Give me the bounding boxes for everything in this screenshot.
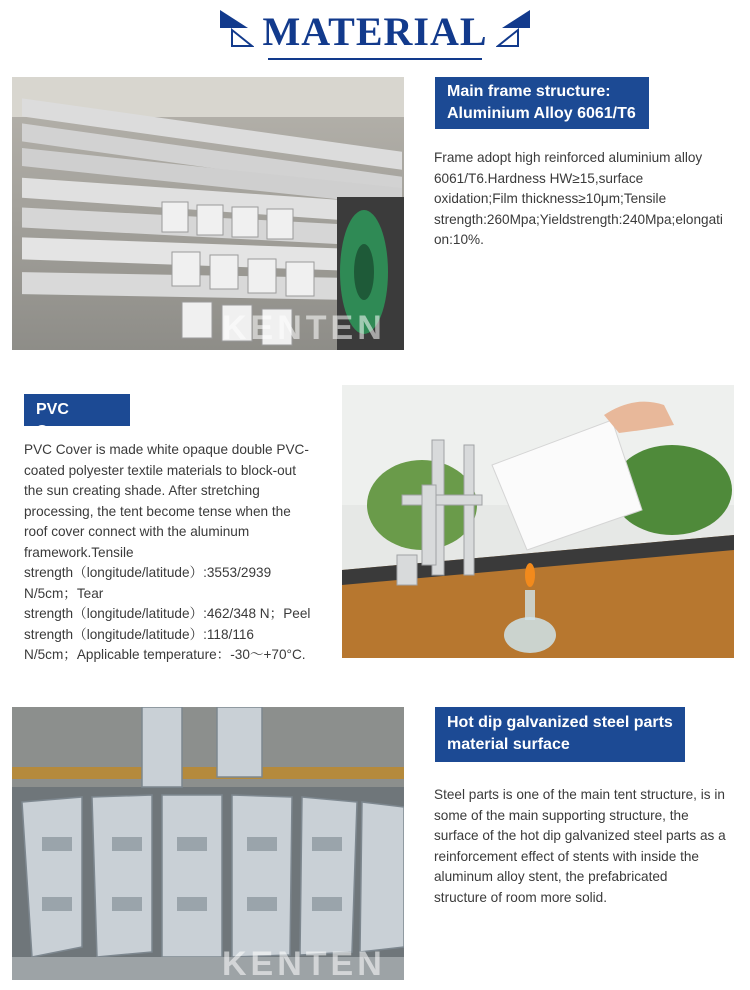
title-underline	[268, 58, 482, 60]
aluminium-profiles-photo	[12, 77, 404, 350]
galvanized-steel-label: Hot dip galvanized steel parts material surface	[435, 707, 685, 762]
main-frame-label: Main frame structure: Aluminium Alloy 6061/T6	[435, 77, 649, 129]
kenten-watermark: KENTEN	[222, 309, 386, 347]
kenten-watermark: KENTEN	[222, 945, 386, 980]
left-triangle-ornament	[218, 8, 254, 48]
page-title: MATERIAL	[262, 9, 488, 54]
pvc-cover-label: PVC Cover	[24, 394, 130, 426]
pvc-cover-description: PVC Cover is made white opaque double PVC- coated polyester textile materials to block-out the sun creating shade. After stretching processing, the tent become tense when the roof cover connect with the aluminum framework.Tensile strength（longitude/latitude）:3553/2939 N/5cm；Tear strength（longitude/latitude）:462/348 N；Peel strength（longitude/latitude）:118/116 N/5cm；Applicable temperature：-30～+70°C.	[24, 442, 311, 662]
main-frame-description: Frame adopt high reinforced aluminium alloy 6061/T6.Hardness HW≥15,surface oxidation;Film thickness≥10μm;Tensile strength:260Mpa;Yieldstrength:240Mpa;elongati on:10%.	[434, 150, 723, 247]
pvc-flame-test-photo	[342, 385, 734, 658]
right-triangle-ornament	[496, 8, 532, 48]
galvanized-steel-photo	[12, 707, 404, 980]
galvanized-steel-description: Steel parts is one of the main tent structure, is in some of the main supporting structure, the surface of the hot dip galvanized steel parts as a reinforcement effect of stents with inside the aluminum alloy stent, the prefabricated structure of room more solid.	[434, 787, 726, 905]
